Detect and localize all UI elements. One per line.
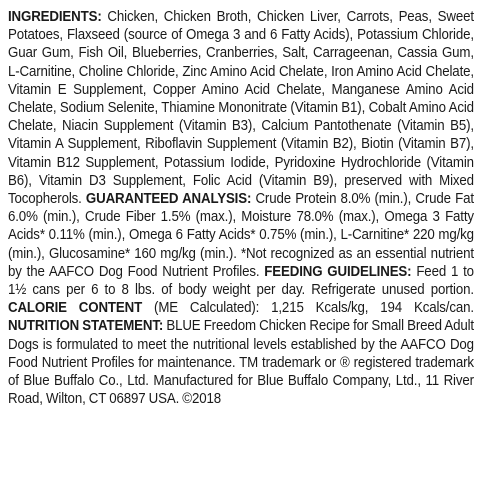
feeding-guidelines-text: Feed 1 to 1½ cans per 6 to 8 lbs. of body weight per day. Refrigerate unused portion. bbox=[8, 263, 474, 299]
guaranteed-analysis-heading: GUARANTEED ANALYSIS: bbox=[85, 191, 252, 208]
ingredient-label-text bbox=[8, 8, 474, 408]
guaranteed-analysis-values: Crude Protein 8.0% (min.), Crude Fat 6.0% (min.), Crude Fiber 1.5% (max.), Moisture 78.0% (max.), Omega 3 Fatty Acids* 0.11% (min.), Omega 6 Fatty Acids* 0.75% (min.), L-Carnitine* 220 mg/kg (min.), Glucosamine* 160 mg/kg (min.). *Not recognized as an essential nutrient by the AAFCO Dog Food Nutrient Profiles. bbox=[8, 191, 474, 280]
nutrition-statement-text: BLUE Freedom Chicken Recipe for Small Breed Adult Dogs is formulated to meet the nutritional levels established by the AAFCO Dog Food Nutrient Profiles for maintenance. TM trademark or ® registered trademark of Blue Buffalo Co., Ltd. Manufactured for Blue Buffalo Company, Ltd., 11 River Road, Wilton, CT 06897 USA. ©2018 bbox=[8, 318, 474, 408]
nutrition-statement-heading: NUTRITION STATEMENT: bbox=[8, 318, 164, 335]
calorie-content-heading: CALORIE CONTENT bbox=[8, 300, 143, 317]
feeding-guidelines-heading: FEEDING GUIDELINES: bbox=[264, 263, 412, 280]
calorie-content-text: (ME Calculated): 1,215 Kcals/kg, 194 Kcals/can. bbox=[154, 300, 474, 317]
ingredients-list: Chicken, Chicken Broth, Chicken Liver, Carrots, Peas, Sweet Potatoes, Flaxseed (source of Omega 3 and 6 Fatty Acids), Potassium Chloride, Guar Gum, Fish Oil, Blueberries, Cranberries, Salt, Carrageenan, Cassia Gum, L-Carnitine, Choline Chloride, Zinc Amino Acid Chelate, Iron Amino Acid Chelate, Vitamin E Supplement, Copper Amino Acid Chelate, Manganese Amino Acid Chelate, Sodium Selenite, Thiamine Mononitrate (Vitamin B1), Cobalt Amino Acid Chelate, Niacin Supplement (Vitamin B3), Calcium Pantothenate (Vitamin B5), Vitamin A Supplement, Riboflavin Supplement (Vitamin B2), Biotin (Vitamin B7), Vitamin B12 Supplement, Potassium Iodide, Pyridoxine Hydrochloride (Vitamin B6), Vitamin D3 Supplement, Folic Acid (Vitamin B9), preserved with Mixed Tocopherols. bbox=[8, 9, 474, 208]
ingredients-heading: INGREDIENTS: bbox=[8, 9, 102, 25]
